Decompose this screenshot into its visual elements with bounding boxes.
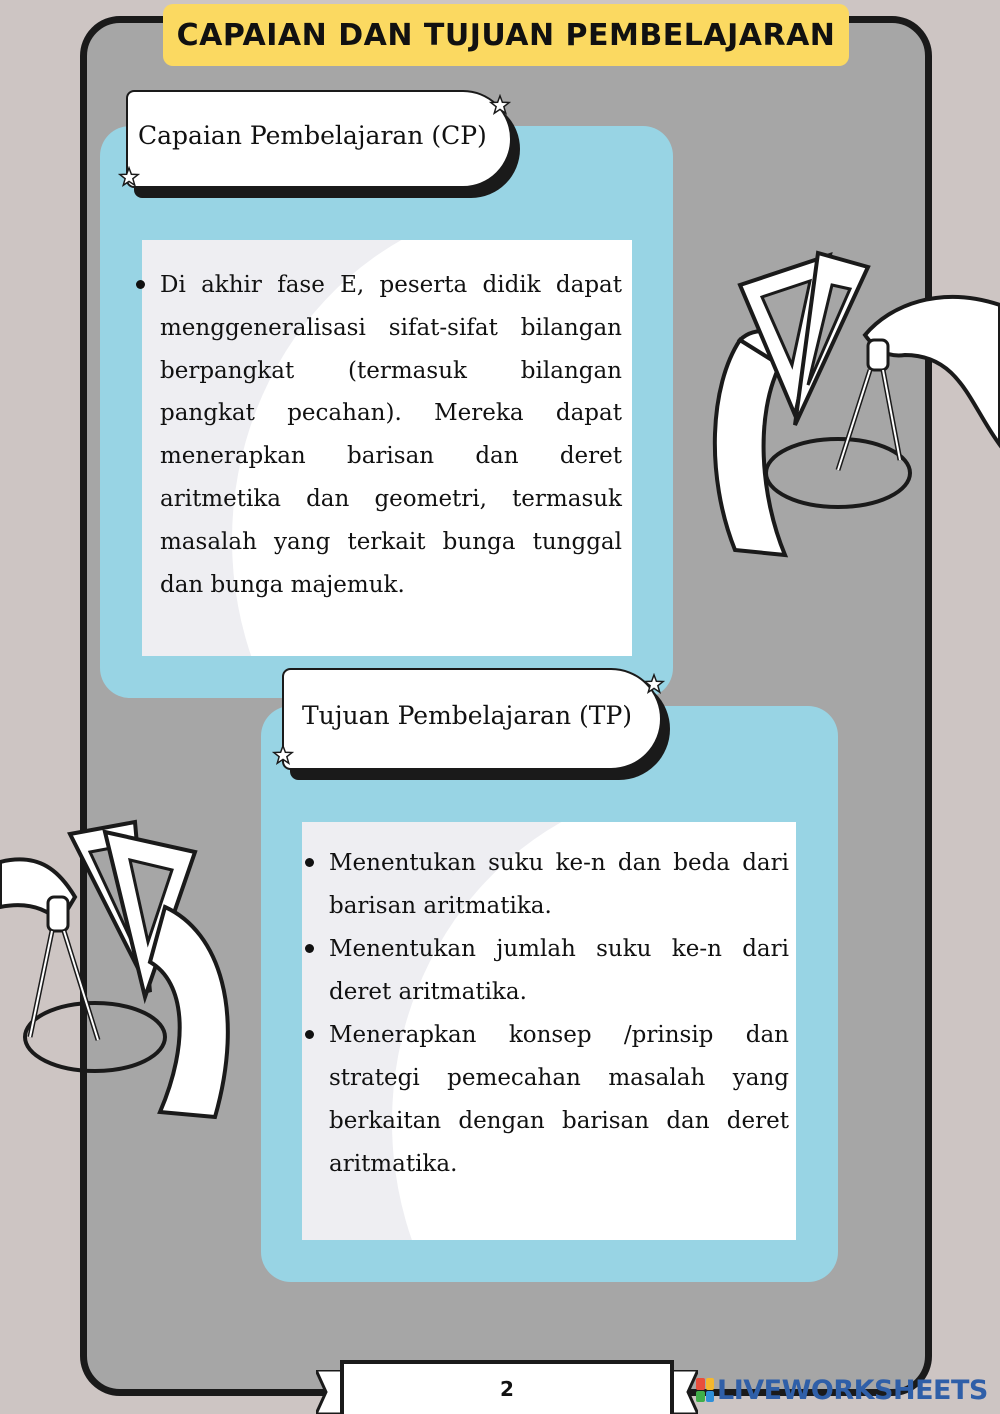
tp-list — [305, 842, 789, 1186]
tp-heading — [282, 668, 662, 770]
cp-list-item: Di akhir fase E, peserta didik dapat menggeneralisasi sifat-sifat bilangan berpangkat (termasuk bilangan pangkat pecahan). Mereka dapat menerapkan barisan dan deret aritmetika dan geometri, termasuk masalah yang terkait bunga tunggal dan bunga majemuk. — [136, 264, 622, 606]
liveworksheets-logo — [696, 1374, 992, 1406]
page-title: CAPAIAN DAN TUJUAN PEMBELAJARAN — [163, 4, 849, 66]
page-number: 2 — [340, 1360, 674, 1414]
tp-list-item: Menentukan suku ke-n dan beda dari barisan aritmatika. — [305, 842, 789, 928]
watermark-text: LIVEWORKSHEETS — [717, 1374, 988, 1406]
cp-heading — [126, 90, 512, 188]
page-number-ribbon — [316, 1356, 698, 1414]
star-icon — [643, 673, 665, 695]
cp-heading-text: Capaian Pembelajaran (CP) — [138, 120, 487, 150]
hands-ruler-compass-illustration — [700, 245, 1000, 560]
star-icon — [272, 744, 294, 766]
cp-list — [136, 264, 622, 606]
star-icon — [118, 166, 140, 188]
tp-list-item: Menerapkan konsep /prinsip dan strategi pemecahan masalah yang berkaitan dengan barisan dan deret aritmatika. — [305, 1014, 789, 1186]
tp-list-item: Menentukan jumlah suku ke-n dari deret aritmatika. — [305, 928, 789, 1014]
hands-ruler-compass-illustration — [0, 812, 250, 1127]
star-icon — [489, 94, 511, 116]
tp-heading-text: Tujuan Pembelajaran (TP) — [302, 700, 633, 730]
liveworksheets-logo-icon — [696, 1378, 714, 1402]
